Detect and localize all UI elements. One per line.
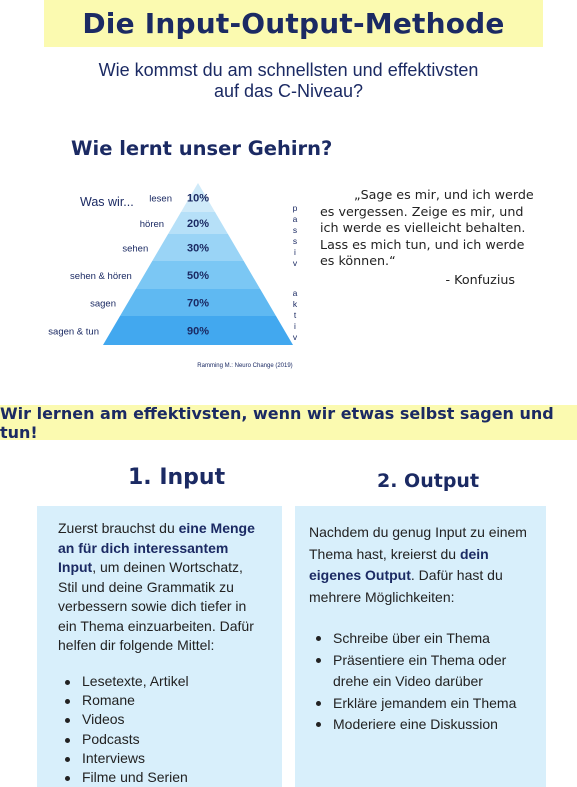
- input-box: [37, 506, 282, 787]
- pyramid-label: hören: [139, 219, 165, 230]
- output-text-bold: dein eigenes Output: [309, 545, 489, 583]
- list-item: Romane: [58, 691, 189, 710]
- list-item: Podcasts: [58, 730, 189, 749]
- title-banner: [44, 0, 543, 47]
- subtitle-line-2: auf das C-Niveau?: [213, 81, 364, 101]
- input-text-start: Zuerst brauchst du: [58, 520, 179, 536]
- pyramid-label: sagen: [90, 298, 117, 310]
- passive-letter: a: [292, 214, 298, 224]
- output-list: [309, 628, 534, 736]
- active-letter: i: [294, 321, 296, 331]
- output-text-start: Nachdem du genug Input zu einem Thema hast, kreierst du: [309, 524, 527, 562]
- pyramid-percent: 50%: [186, 270, 210, 282]
- active-letter: k: [292, 299, 298, 309]
- pyramid-label: sehen: [122, 243, 149, 255]
- active-letter: t: [293, 310, 297, 320]
- pyramid-label: sehen & hören: [70, 271, 132, 282]
- active-letter: a: [292, 288, 298, 298]
- pyramid-label: lesen: [149, 193, 172, 205]
- learning-pyramid: [48, 180, 310, 375]
- brain-heading: Wie lernt unser Gehirn?: [71, 137, 333, 160]
- pyramid-percent: 90%: [186, 325, 210, 338]
- passive-letter: v: [292, 258, 298, 268]
- input-text-end: , um deinen Wortschatz, Stil und deine Grammatik zu verbessern sowie dich tiefer in ein Thema einzuarbeiten. Dafür helfen dir folgende Mittel:: [58, 559, 254, 653]
- input-text-bold: eine Menge an für dich interessantem Input: [58, 520, 255, 575]
- quote-line: es können.“: [320, 253, 396, 268]
- quote-line: „Sage es mir, und ich werde: [354, 187, 534, 202]
- list-item: Videos: [58, 710, 189, 729]
- passive-letter: i: [294, 247, 296, 257]
- quote-line: ich werde es vielleicht behalten.: [320, 220, 526, 235]
- output-text-end: . Dafür hast du mehrere Möglichkeiten:: [309, 567, 503, 605]
- output-box: [295, 506, 546, 787]
- confucius-quote: [320, 187, 535, 288]
- list-item: Schreibe über ein Thema: [309, 628, 534, 650]
- pyramid-percent: 10%: [186, 192, 210, 205]
- quote-line: es vergessen. Zeige es mir, und: [320, 203, 524, 219]
- active-letter: v: [292, 332, 298, 342]
- pyramid-source: Ramming M.: Neuro Change (2019): [197, 363, 293, 369]
- input-list: [58, 672, 189, 787]
- passive-letter: s: [292, 236, 298, 246]
- passive-letter: s: [292, 225, 298, 235]
- pyramid-percent: 70%: [186, 297, 210, 310]
- quote-author: - Konfuzius: [445, 271, 515, 287]
- page-title: Die Input-Output-Methode: [82, 7, 505, 40]
- quote-line: Lass es mich tun, und ich werde: [320, 236, 525, 252]
- pyramid-label: sagen & tun: [48, 326, 99, 338]
- subtitle: [0, 60, 577, 102]
- pyramid-percent: 20%: [186, 218, 210, 230]
- pyramid-percent: 30%: [186, 242, 210, 255]
- list-item: Lesetexte, Artikel: [58, 672, 189, 691]
- input-heading: 1. Input: [128, 465, 226, 490]
- list-item: Erkläre jemandem ein Thema: [309, 693, 534, 715]
- pyramid-intro: Was wir...: [80, 195, 134, 209]
- key-message-banner: [0, 405, 577, 440]
- list-item: Interviews: [58, 749, 189, 768]
- subtitle-line-1: Wie kommst du am schnellsten und effektivsten: [98, 60, 479, 80]
- list-item: Präsentiere ein Thema oder drehe ein Video darüber: [309, 650, 534, 693]
- output-heading: 2. Output: [377, 470, 480, 492]
- list-item: Filme und Serien: [58, 768, 189, 787]
- key-message: Wir lernen am effektivsten, wenn wir etwas selbst sagen und tun!: [0, 403, 554, 442]
- output-text: [295, 506, 546, 608]
- passive-letter: p: [292, 203, 298, 213]
- input-text: [37, 506, 282, 656]
- list-item: Moderiere eine Diskussion: [309, 714, 534, 736]
